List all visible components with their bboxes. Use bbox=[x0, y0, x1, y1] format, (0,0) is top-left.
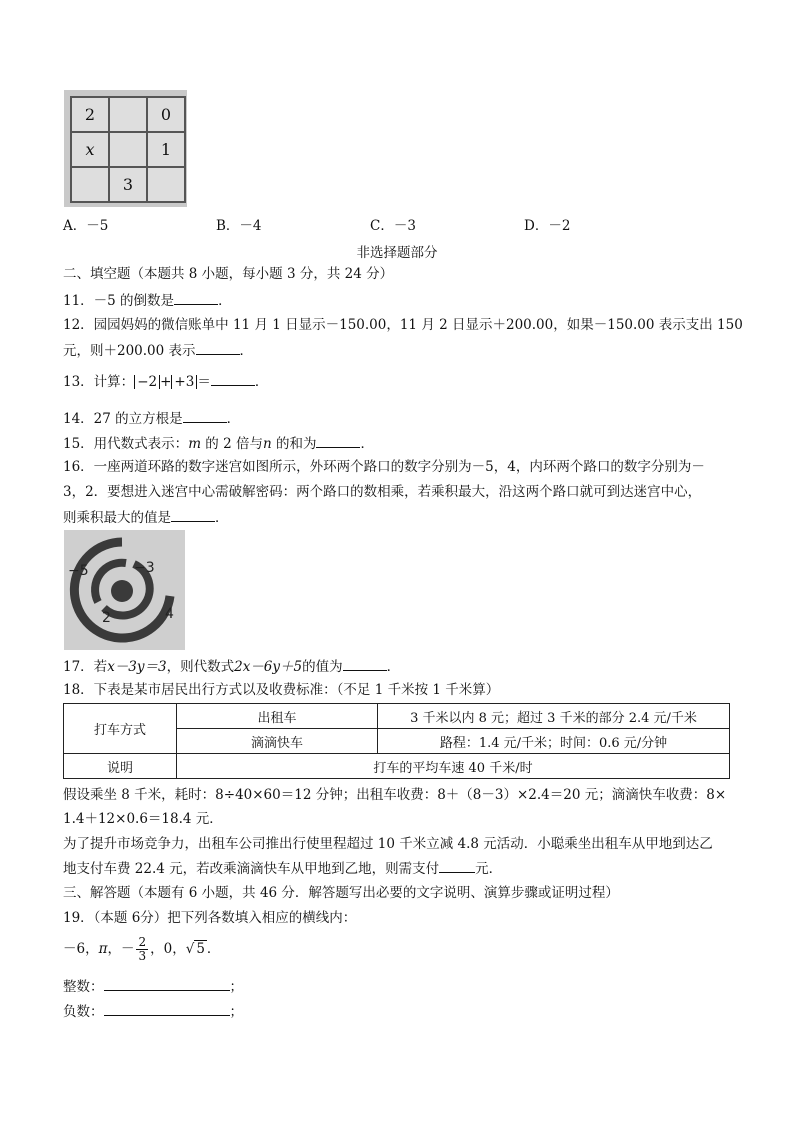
question-19: 19．（本题 6分）把下列各数填入相应的横线内： bbox=[63, 910, 357, 926]
absolute-value: +3 bbox=[171, 375, 197, 389]
question-16-line1: 16．一座两道环路的数字迷宫如图所示，外环两个路口的数字分别为－5，4，内环两个路口的数字分别为－ bbox=[63, 459, 705, 475]
answer-blank[interactable] bbox=[316, 433, 360, 448]
grid-cell: 2 bbox=[71, 97, 109, 132]
question-18-example-line1: 假设乘坐 8 千米，耗时：8÷40×60＝12 分钟；出租车收费：8＋（8－3）×2.4＝20 元；滴滴快车收费：8× bbox=[63, 787, 727, 803]
table-cell: 路程：1.4 元/千米；时间：0.6 元/分钟 bbox=[378, 729, 730, 754]
question-16-line2: 3，2．要想进入迷宫中心需破解密码：两个路口的数相乘，若乘积最大，沿这两个路口就可到达迷宫中心， bbox=[63, 484, 702, 500]
fare-table bbox=[63, 703, 730, 779]
grid-cell: 0 bbox=[147, 97, 185, 132]
maze-label-inner-1: −3 bbox=[134, 560, 155, 576]
negative-line: 负数： ； bbox=[63, 1001, 243, 1022]
maze-figure bbox=[64, 530, 185, 650]
table-cell: 打车的平均车速 40 千米/时 bbox=[177, 754, 730, 779]
answer-blank[interactable] bbox=[343, 656, 387, 671]
question-15: 15．用代数式表示：m 的 2 倍与n 的和为 ． bbox=[63, 433, 374, 454]
table-cell: 出租车 bbox=[177, 704, 378, 729]
number-grid-figure bbox=[64, 90, 187, 207]
fraction: $\frac{2}{3}$ bbox=[138, 935, 147, 963]
maze-center bbox=[111, 580, 133, 602]
integer-answer-blank[interactable] bbox=[104, 976, 230, 991]
answer-blank[interactable] bbox=[171, 507, 215, 522]
question-18-line2: 地支付车费 22.4 元，若改乘滴滴快车从甲地到乙地，则需支付 元． bbox=[63, 858, 502, 879]
grid-cell: 3 bbox=[109, 167, 147, 202]
answer-blank[interactable] bbox=[183, 408, 227, 423]
maze-label-outer-1: −5 bbox=[68, 563, 89, 579]
section-3-heading: 三、解答题（本题有 6 小题，共 46 分．解答题写出必要的文字说明、演算步骤或证明过程） bbox=[63, 885, 619, 901]
question-18: 18．下表是某市居民出行方式以及收费标准：（不足 1 千米按 1 千米算） bbox=[63, 682, 500, 698]
table-row-header: 打车方式 bbox=[64, 704, 177, 754]
grid-cell bbox=[71, 167, 109, 202]
answer-blank[interactable] bbox=[439, 858, 475, 873]
question-12-line1: 12．园园妈妈的微信账单中 11 月 1 日显示－150.00，11 月 2 日显示＋200.00，如果－150.00 表示支出 150 bbox=[63, 317, 743, 333]
question-13: 13．计算： −2 + +3 ＝ ． bbox=[63, 371, 268, 392]
answer-blank[interactable] bbox=[174, 290, 218, 305]
question-12-line2: 元，则＋200.00 表示 ． bbox=[63, 340, 253, 361]
integer-line: 整数： ； bbox=[63, 976, 243, 997]
grid-cell bbox=[147, 167, 185, 202]
grid-cell bbox=[109, 97, 147, 132]
table-cell: 滴滴快车 bbox=[177, 729, 378, 754]
table-cell: 3 千米以内 8 元；超过 3 千米的部分 2.4 元/千米 bbox=[378, 704, 730, 729]
table-row-header: 说明 bbox=[64, 754, 177, 779]
question-16-line3: 则乘积最大的值是 ． bbox=[63, 507, 229, 528]
number-grid bbox=[70, 96, 186, 203]
maze-label-inner-2: 2 bbox=[102, 610, 111, 626]
question-14: 14．27 的立方根是 ． bbox=[63, 408, 240, 429]
option-b[interactable]: B．－4 bbox=[216, 218, 262, 234]
maze-diagram bbox=[64, 530, 185, 650]
option-d[interactable]: D．－2 bbox=[524, 218, 571, 234]
option-a[interactable]: A．－5 bbox=[63, 218, 109, 234]
question-11: 11．－5 的倒数是 ． bbox=[63, 290, 232, 311]
absolute-value: −2 bbox=[134, 375, 160, 389]
negative-answer-blank[interactable] bbox=[104, 1001, 230, 1016]
option-c[interactable]: C．－3 bbox=[370, 218, 416, 234]
question-18-example-line2: 1.4＋12×0.6＝18.4 元． bbox=[63, 811, 223, 827]
grid-cell: 1 bbox=[147, 132, 185, 167]
grid-cell: x bbox=[71, 132, 109, 167]
square-root: √ 5 bbox=[185, 941, 205, 957]
part-title: 非选择题部分 bbox=[356, 245, 438, 261]
grid-cell bbox=[109, 132, 147, 167]
question-18-line1: 为了提升市场竞争力，出租车公司推出行使里程超过 10 千米立减 4.8 元活动．小聪乘坐出租车从甲地到达乙 bbox=[63, 836, 713, 852]
question-19-numbers: －6，π，－ $\frac{2}{3}$ ，0，√ 5 ． bbox=[63, 935, 221, 963]
question-17: 17．若x－3y＝3，则代数式2x－6y＋5的值为 ． bbox=[63, 656, 400, 677]
answer-blank[interactable] bbox=[211, 371, 255, 386]
section-2-heading: 二、填空题（本题共 8 小题，每小题 3 分，共 24 分） bbox=[63, 266, 394, 282]
maze-label-outer-2: 4 bbox=[165, 606, 174, 622]
answer-blank[interactable] bbox=[196, 340, 240, 355]
